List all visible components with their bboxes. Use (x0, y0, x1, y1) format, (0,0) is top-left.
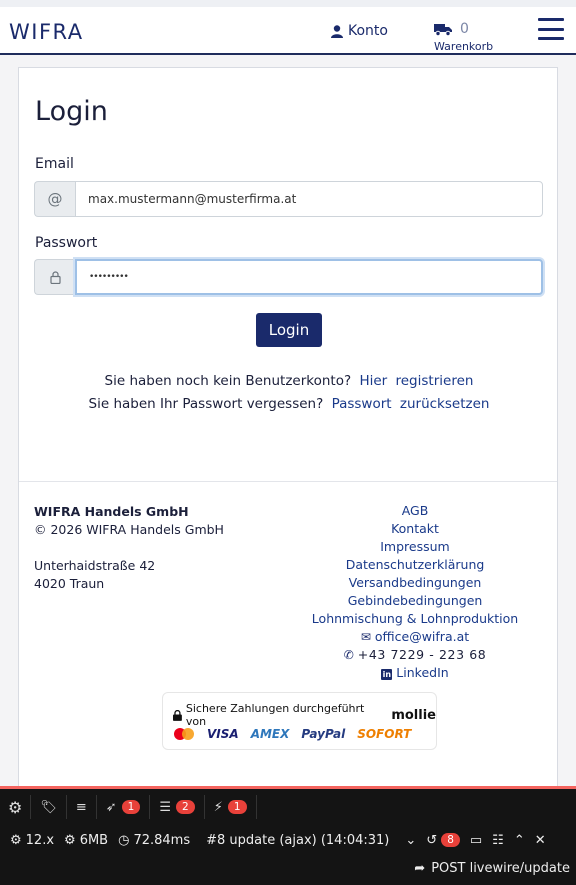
truck-icon (434, 23, 452, 36)
debug-tab-tags[interactable] (31, 795, 67, 819)
lock-icon (34, 259, 75, 295)
debug-status (0, 829, 576, 851)
footer (19, 481, 557, 798)
phone-icon: ✆ (343, 648, 354, 662)
payment-text: Sichere Zahlungen durchgeführt von (185, 702, 365, 728)
leaf-icon: ➶ (105, 799, 117, 815)
debug-tab-queries[interactable] (150, 795, 204, 819)
debug-tabs (0, 795, 576, 819)
envelope-icon: ✉ (360, 630, 371, 644)
paypal-logo: PayPal (301, 727, 346, 741)
navbar (0, 7, 576, 55)
sofort-logo: SOFORT (357, 727, 412, 741)
menu-toggle-icon[interactable] (538, 17, 564, 41)
email-field[interactable] (75, 181, 543, 217)
footer-company: WIFRA Handels GmbH (34, 504, 189, 519)
payment-methods (173, 727, 411, 741)
footer-linkedin-link[interactable] (279, 664, 551, 682)
footer-links (279, 502, 551, 682)
amex-logo: AMEX (250, 727, 290, 741)
footer-link-lohnmischung[interactable]: Lohnmischung & Lohnproduktion (311, 611, 519, 626)
cart-count: 0 (460, 21, 469, 37)
reset-link-passwort[interactable]: Passwort (331, 396, 392, 412)
footer-linkedin: LinkedIn (396, 665, 449, 680)
payment-badge (162, 692, 437, 750)
forgot-line (19, 396, 559, 412)
footer-city: 4020 Traun (34, 576, 105, 591)
cart-label: Warenkorb (434, 40, 494, 53)
livewire-badge: 1 (228, 800, 247, 814)
email-input-group (34, 181, 543, 217)
password-field[interactable] (75, 259, 543, 295)
mastercard-icon (173, 727, 195, 741)
version-text: 12.x (25, 832, 55, 848)
debug-time (113, 833, 195, 848)
laravel-icon: ⚙ (10, 832, 22, 848)
account-link[interactable] (331, 23, 388, 39)
footer-link-versand[interactable]: Versandbedingungen (348, 575, 482, 590)
history-badge: 8 (441, 833, 460, 847)
request-text: #8 update (ajax) (14:04:31) (206, 832, 390, 848)
footer-email-link[interactable] (279, 628, 551, 646)
footer-address (34, 557, 155, 593)
footer-phone: +43 7229 - 223 68 (357, 647, 487, 662)
reset-link[interactable]: zurücksetzen (399, 396, 490, 412)
memory-text: 6MB (79, 832, 109, 848)
history-icon: ↺ (426, 832, 438, 848)
brand-logo[interactable]: WIFRA (9, 20, 84, 44)
close-icon[interactable]: ✕ (534, 832, 546, 848)
login-form (19, 68, 557, 481)
time-text: 72.84ms (133, 832, 191, 848)
debug-request-path (414, 861, 570, 876)
chevron-down-icon: ⌄ (405, 832, 417, 848)
mollie-logo: mollie (391, 707, 436, 723)
footer-link-agb[interactable]: AGB (401, 503, 429, 518)
payment-line (173, 702, 436, 728)
footer-link-gebinde[interactable]: Gebindebedingungen (347, 593, 483, 608)
password-label: Passwort (35, 235, 98, 251)
footer-street: Unterhaidstraße 42 (34, 558, 156, 573)
settings-sliders-icon[interactable]: ☷ (492, 832, 504, 848)
cart-link[interactable] (434, 21, 493, 53)
linkedin-icon: in (382, 670, 392, 679)
register-link[interactable]: registrieren (395, 373, 474, 389)
request-path-text: POST livewire/update (431, 861, 570, 876)
debug-memory (59, 833, 113, 848)
password-input-group (34, 259, 543, 295)
queries-badge: 2 (176, 800, 195, 814)
footer-email: office@wifra.at (374, 629, 470, 644)
debug-version (0, 833, 59, 848)
debug-request-select[interactable] (201, 833, 421, 848)
login-card (18, 67, 558, 797)
user-icon (331, 25, 343, 38)
debug-bar (0, 786, 576, 885)
debug-tab-livewire[interactable] (205, 795, 257, 819)
email-label: Email (35, 156, 74, 172)
visa-logo: VISA (207, 727, 239, 741)
chevron-up-icon[interactable]: ⌃ (513, 832, 525, 848)
forgot-text: Sie haben Ihr Passwort vergessen? (88, 396, 324, 412)
no-account-text: Sie haben noch kein Benutzerkonto? (104, 373, 352, 389)
bolt-icon: ⚡ (213, 799, 223, 815)
at-icon: @ (34, 181, 75, 217)
footer-copyright: © 2026 WIFRA Handels GmbH (34, 522, 224, 537)
debug-tab-routes[interactable] (67, 795, 97, 819)
tag-icon: 🏷 (40, 799, 57, 815)
footer-link-kontakt[interactable]: Kontakt (391, 521, 439, 536)
register-link-hier[interactable]: Hier (359, 373, 388, 389)
share-icon: ➦ (414, 861, 426, 876)
route-icon: ≡ (75, 799, 87, 815)
login-button[interactable]: Login (256, 313, 322, 347)
database-icon: ☰ (159, 799, 172, 815)
account-label: Konto (348, 23, 388, 39)
lock-icon (173, 710, 182, 721)
footer-link-impressum[interactable]: Impressum (380, 539, 450, 554)
footer-link-datenschutz[interactable]: Datenschutzerklärung (345, 557, 485, 572)
debug-tab-events[interactable] (97, 795, 151, 819)
events-badge: 1 (122, 800, 141, 814)
cogs-icon: ⚙ (64, 832, 76, 848)
laravel-logo-icon[interactable]: ⚙ (0, 795, 31, 819)
folder-open-icon[interactable]: ▭ (469, 832, 483, 848)
top-strip (0, 0, 576, 7)
footer-company-block (34, 503, 224, 539)
footer-phone-line (279, 646, 551, 664)
page-title: Login (35, 96, 108, 127)
clock-icon: ◷ (118, 832, 130, 848)
register-line (19, 373, 559, 389)
debug-history[interactable] (421, 833, 465, 848)
